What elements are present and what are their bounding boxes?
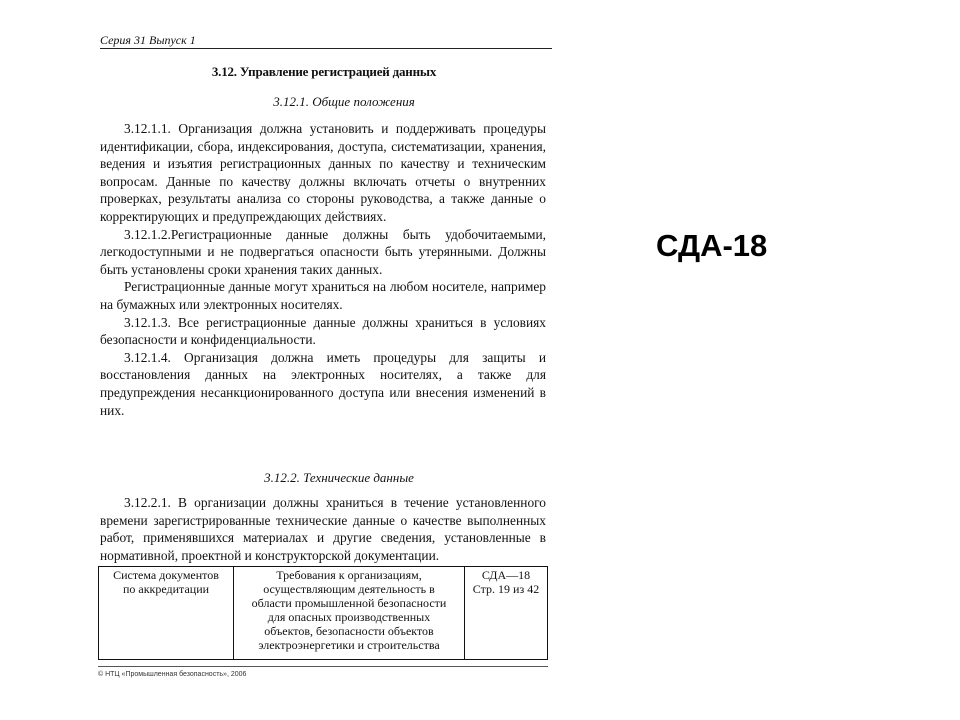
paragraph-3-12-1-4: 3.12.1.4. Организация должна иметь процедуры для защиты и восстановления данных на электронных носителях, а также для предупреждения несанкционированного доступа или внесения изменений в них.	[100, 349, 546, 418]
series-header: Серия 31 Выпуск 1	[100, 33, 196, 47]
footer-requirements-line: электроэнергетики и строительства	[258, 638, 440, 652]
footer-system-line: по аккредитации	[122, 582, 210, 596]
footer-requirements-line: объектов, безопасности объектов	[264, 624, 434, 638]
copyright-notice: © НТЦ «Промышленная безопасность», 2006	[98, 671, 247, 678]
footer-system-cell	[99, 567, 234, 660]
footer-requirements-line: осуществляющим деятельность в	[263, 582, 435, 596]
footer-doc-code-cell	[465, 567, 548, 660]
paragraph-3-12-1-2: 3.12.1.2.Регистрационные данные должны быть удобочитаемыми, легкодоступными и не подвергаться опасности быть утерянными. Должны быть установлены сроки хранения таких данных.	[100, 226, 546, 277]
header-rule	[100, 48, 552, 49]
paragraph-3-12-1-1: 3.12.1.1. Организация должна установить и поддерживать процедуры идентификации, сбора, индексирования, доступа, систематизации, хранения, ведения и изъятия регистрационных данных по качеству и техническим вопросам. Данные по качеству должны включать отчеты о внутренних проверках, результаты анализа со стороны руководства, а также данные о корректирующих и предупреждающих действиях.	[100, 121, 546, 224]
footer-requirements-line: Требования к организациям,	[276, 568, 422, 582]
document-footer-table	[98, 566, 548, 660]
document-page	[94, 26, 554, 688]
footer-rule	[98, 666, 548, 667]
footer-requirements-line: для опасных производственных	[267, 610, 431, 624]
side-document-label: СДА-18	[656, 228, 768, 263]
footer-requirements-line: области промышленной безопасности	[251, 596, 447, 610]
general-provisions-text	[100, 120, 546, 419]
subsection-general: 3.12.1. Общие положения	[273, 94, 415, 109]
paragraph-3-12-1-3: 3.12.1.3. Все регистрационные данные должны храниться в условиях безопасности и конфиденциальности.	[100, 314, 546, 348]
footer-page-number: Стр. 19 из 42	[472, 582, 540, 596]
footer-system-line: Система документов	[113, 568, 219, 582]
footer-requirements-cell	[234, 567, 465, 660]
paragraph-storage-media: Регистрационные данные могут храниться на любом носителе, например на бумажных или электронных носителях.	[100, 279, 546, 312]
paragraph-3-12-2-1: 3.12.2.1. В организации должны храниться в течение установленного времени зарегистрированные технические данные о качестве выполненных работ, применявшихся материалах и другие сведения, установленные в нормативной, проектной и конструкторской документации.	[100, 495, 546, 563]
subsection-technical: 3.12.2. Технические данные	[264, 470, 414, 485]
footer-doc-code: СДА—18	[481, 568, 531, 582]
technical-data-text	[100, 494, 546, 564]
section-title: 3.12. Управление регистрацией данных	[211, 64, 437, 79]
